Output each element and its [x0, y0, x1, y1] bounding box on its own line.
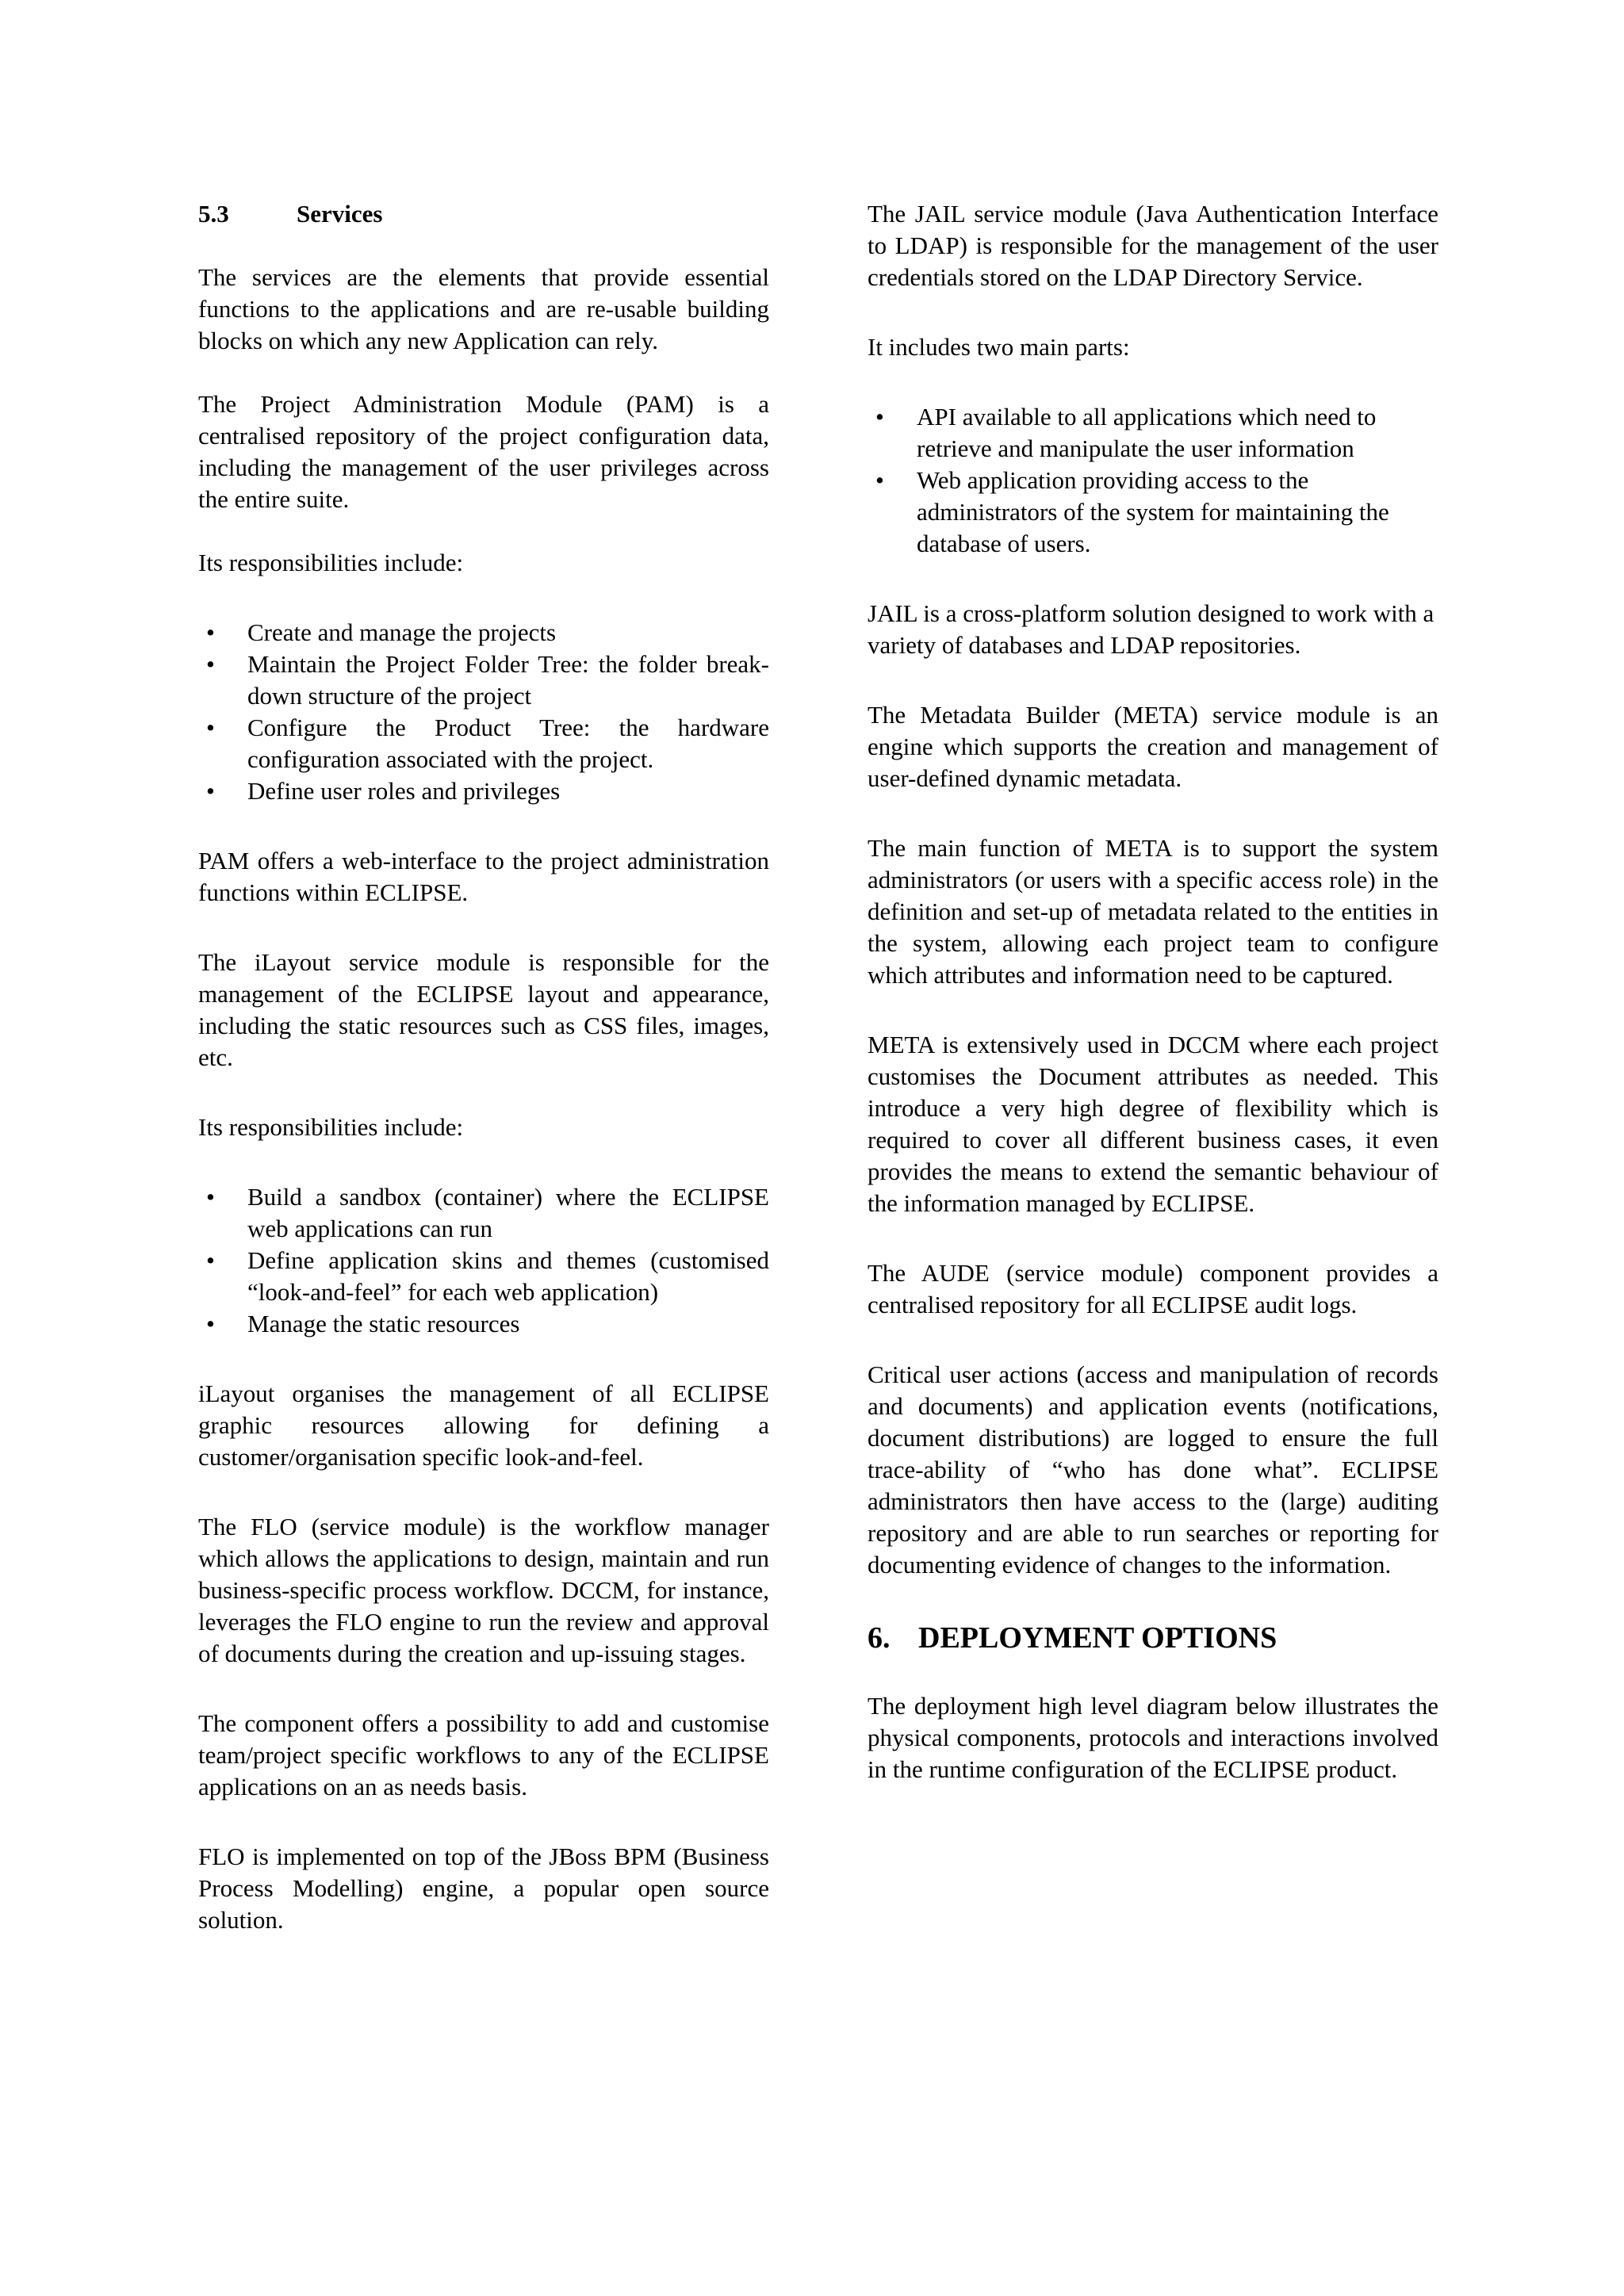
bullet-icon: • — [206, 714, 215, 741]
paragraph-jail-parts: It includes two main parts: — [868, 333, 1130, 361]
list-item: • Define user roles and privileges — [198, 775, 769, 807]
paragraph-ilayout-summary: iLayout organises the management of all ECLIPSE graphic resources allowing for defining a customer/organisation specific look-and-feel. — [198, 1380, 769, 1471]
paragraph-meta-intro: The Metadata Builder (META) service module is an engine which supports the creation and management of user-defined dynamic metadata. — [868, 701, 1438, 792]
list-item: • Manage the static resources — [198, 1308, 769, 1340]
paragraph-flo-jboss: FLO is implemented on top of the JBoss BPM (Business Process Modelling) engine, a popular open source solution. — [198, 1843, 769, 1934]
paragraph-flo-intro: The FLO (service module) is the workflow manager which allows the applications to design, maintain and run business-specific process workflow. DCCM, for instance, leverages the FLO engine to run the review and approval of documents during the creation and up-issuing stages. — [198, 1513, 769, 1667]
list-item: • Define application skins and themes (customised “look-and-feel” for each web application) — [206, 1246, 769, 1306]
list-item: • Maintain the Project Folder Tree: the folder break-down structure of the project — [206, 650, 769, 710]
paragraph-aude-intro: The AUDE (service module) component provides a centralised repository for all ECLIPSE audit logs. — [868, 1259, 1438, 1318]
bullet-icon: • — [206, 618, 215, 646]
list-item: • Configure the Product Tree: the hardware configuration associated with the project. — [206, 714, 769, 773]
section-title: Services — [297, 200, 383, 228]
paragraph-ilayout-intro: The iLayout service module is responsible for the management of the ECLIPSE layout and appearance, including the static resources such as CSS files, images, etc. — [198, 948, 769, 1071]
section-number: 5.3 — [198, 200, 229, 228]
jail-parts-list — [868, 401, 1438, 560]
bullet-icon: • — [875, 466, 884, 494]
list-item: • Build a sandbox (container) where the ECLIPSE web applications can run — [206, 1183, 769, 1242]
list-item: • API available to all applications which need to retrieve and manipulate the user information — [875, 403, 1377, 462]
paragraph-meta-function: The main function of META is to support the system administrators (or users with a specific access role) in the definition and set-up of metadata related to the entities in the system, allowing each project team to configure which attributes and information need to be captured. — [868, 834, 1438, 989]
paragraph-ilayout-responsibilities: Its responsibilities include: — [198, 1113, 464, 1141]
bullet-icon: • — [206, 1310, 215, 1337]
paragraph-deployment-intro: The deployment high level diagram below illustrates the physical components, protocols and interactions involved in the runtime configuration of the ECLIPSE product. — [868, 1692, 1438, 1783]
ilayout-responsibilities-list — [198, 1181, 769, 1340]
pam-responsibilities-list — [198, 617, 769, 807]
section-heading-services — [198, 198, 769, 230]
section-title: DEPLOYMENT OPTIONS — [918, 1621, 1277, 1655]
paragraph-pam-responsibilities: Its responsibilities include: — [198, 549, 464, 576]
bullet-icon: • — [206, 650, 215, 678]
bullet-icon: • — [875, 403, 884, 430]
paragraph-flo-component: The component offers a possibility to add and customise team/project specific workflows to any of the ECLIPSE applications on an as needs basis. — [198, 1709, 769, 1800]
bullet-icon: • — [206, 1183, 215, 1211]
section-heading-deployment — [868, 1621, 1438, 1655]
bullet-icon: • — [206, 777, 215, 805]
left-column — [198, 198, 769, 1936]
right-column — [868, 198, 1438, 1785]
paragraph-jail-platform: JAIL is a cross-platform solution designed to work with a variety of databases and LDAP repositories. — [868, 599, 1434, 659]
paragraph-aude-actions: Critical user actions (access and manipulation of records and documents) and application events (notifications, document distributions) are logged to ensure the full trace-ability of “who has done what”. ECLIPSE administrators then have access to the (large) auditing repository and are able to run searches or reporting for documenting evidence of changes to the information. — [868, 1360, 1438, 1578]
paragraph-pam-web: PAM offers a web-interface to the project administration functions within ECLIPSE. — [198, 847, 769, 906]
paragraph-pam-intro: The Project Administration Module (PAM) is a centralised repository of the project configuration data, including the management of the user privileges across the entire suite. — [198, 390, 769, 513]
bullet-icon: • — [206, 1246, 215, 1274]
paragraph-jail-intro: The JAIL service module (Java Authentication Interface to LDAP) is responsible for the management of the user credentials stored on the LDAP Directory Service. — [868, 200, 1438, 291]
list-item: • Web application providing access to the administrators of the system for maintaining the database of users. — [875, 466, 1389, 557]
section-number: 6. — [868, 1621, 891, 1655]
paragraph-services-intro: The services are the elements that provide essential functions to the applications and are re-usable building blocks on which any new Application can rely. — [198, 263, 769, 354]
paragraph-meta-dccm: META is extensively used in DCCM where each project customises the Document attributes as needed. This introduce a very high degree of flexibility which is required to cover all different business cases, it even provides the means to extend the semantic behaviour of the information managed by ECLIPSE. — [868, 1031, 1438, 1217]
list-item: • Create and manage the projects — [198, 617, 769, 649]
